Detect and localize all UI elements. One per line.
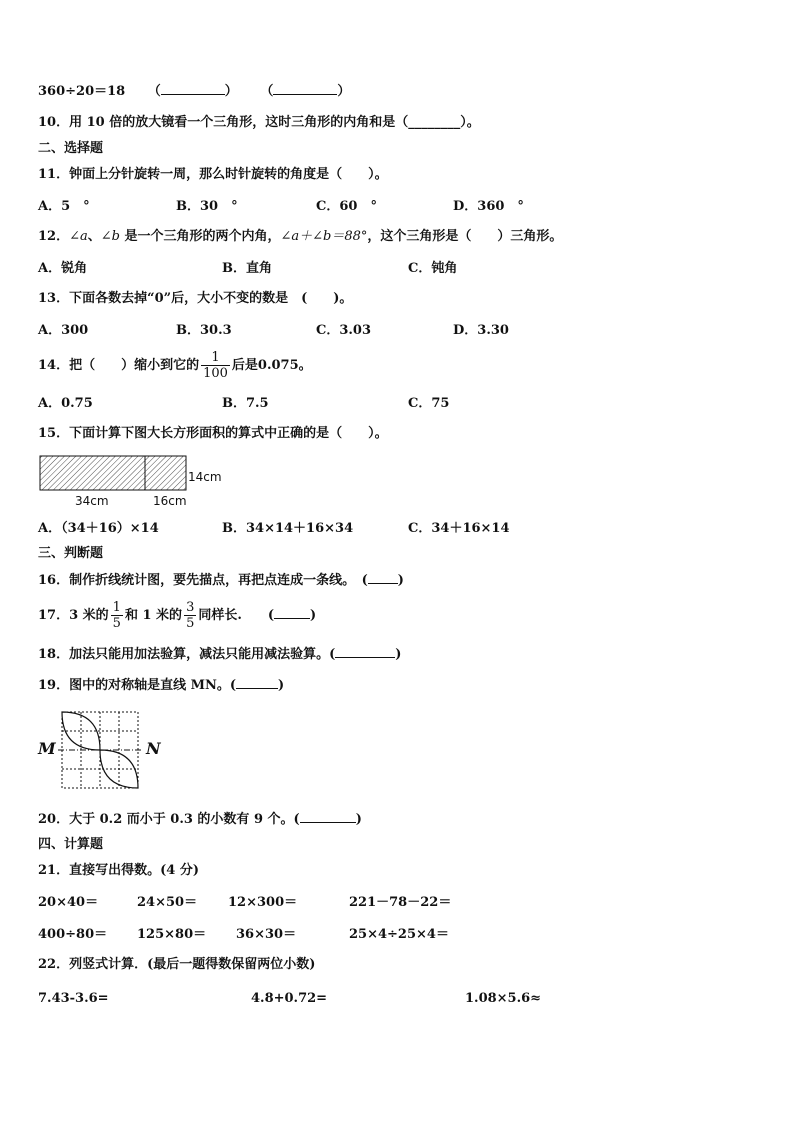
option-c[interactable]: C．60 ° [316,199,377,214]
option-b[interactable]: B．34×14＋16×34 [222,521,354,536]
fraction-1-100: $\frac{1}{100}$ [203,350,228,381]
question-14: 14．把（ ）缩小到它的 $\frac{1}{100}$ 后是0.075。 [38,350,312,381]
option-c[interactable]: C．75 [408,396,450,411]
calc-item: 12×300＝ [228,895,298,910]
answer-blank[interactable] [274,606,310,619]
label-n: N [146,739,161,758]
calc-item: 25×4÷25×4＝ [349,927,449,942]
option-a[interactable]: A．0.75 [38,396,93,411]
question-19: 19．图中的对称轴是直线 MN。( ) [38,678,285,693]
vertical-calc-item: 7.43-3.6= [38,991,109,1006]
option-b[interactable]: B．7.5 [222,396,269,411]
option-d[interactable]: D．3.30 [453,323,509,338]
calc-item: 400÷80＝ [38,927,108,942]
angle-sum: ∠a＋∠b＝88° [280,229,368,244]
option-b[interactable]: B．30.3 [176,323,232,338]
calc-item: 36×30＝ [236,927,297,942]
vertical-calc-item: 4.8+0.72= [251,991,328,1006]
question-18: 18．加法只能用加法验算，减法只能用减法验算。( ) [38,647,402,662]
answer-blank[interactable] [335,645,395,658]
section-heading-choice: 二、选择题 [38,141,104,156]
option-a[interactable]: A．（34＋16）×14 [38,521,159,536]
angle-b: ∠b [100,229,120,244]
section-heading-calc: 四、计算题 [38,837,104,852]
option-d[interactable]: D．360 ° [453,199,524,214]
calc-item: 20×40＝ [38,895,99,910]
section-heading-judge: 三、判断题 [38,546,104,561]
vertical-calc-item: 1.08×5.6≈ [465,991,542,1006]
question-11: 11．钟面上分针旋转一周，那么时针旋转的角度是（ ）。 [38,167,388,182]
answer-blank[interactable] [300,810,356,823]
option-a[interactable]: A．5 ° [38,199,90,214]
option-a[interactable]: A．300 [38,323,89,338]
answer-blank[interactable] [368,571,398,584]
option-c[interactable]: C．34＋16×14 [408,521,510,536]
q9-continuation: 360÷20＝18 （ ） （ ） [38,84,351,99]
angle-a: ∠a [69,229,88,244]
calc-item: 221－78－22＝ [349,895,452,910]
label-34cm: 34cm [75,494,109,508]
question-20: 20．大于 0.2 而小于 0.3 的小数有 9 个。( ) [38,812,362,827]
option-b[interactable]: B．直角 [222,261,272,276]
question-13: 13．下面各数去掉“0”后，大小不变的数是 ( )。 [38,291,353,306]
q9-expression: 360÷20＝18 [38,84,126,99]
option-b[interactable]: B．30 ° [176,199,238,214]
label-16cm: 16cm [153,494,187,508]
question-21: 21．直接写出得数。(4 分) [38,863,199,878]
calc-item: 125×80＝ [137,927,207,942]
option-c[interactable]: C．3.03 [316,323,372,338]
answer-blank[interactable] [236,676,278,689]
answer-blank[interactable] [161,82,225,95]
fraction-1-5: $\frac{1}{5}$ [112,600,121,631]
option-c[interactable]: C．钝角 [408,261,458,276]
question-15: 15．下面计算下图大长方形面积的算式中正确的是（ ）。 [38,426,388,441]
question-17: 17．3 米的 $\frac{1}{5}$ 和 1 米的 $\frac{3}{5}$ 同样长. ( ) [38,600,317,631]
option-a[interactable]: A．锐角 [38,261,88,276]
question-22: 22．列竖式计算．(最后一题得数保留两位小数) [38,957,316,972]
symmetry-grid-diagram [58,710,142,792]
answer-blank[interactable] [273,82,337,95]
fraction-3-5: $\frac{3}{5}$ [186,600,195,631]
question-10: 10．用 10 倍的放大镜看一个三角形，这时三角形的内角和是（________）。 [38,115,480,130]
label-14cm: 14cm [188,470,222,484]
label-m: M [38,739,56,758]
question-16: 16．制作折线统计图，要先描点，再把点连成一条线。 ( ) [38,573,404,588]
calc-item: 24×50＝ [137,895,198,910]
question-12: 12．∠a、∠b 是一个三角形的两个内角，∠a＋∠b＝88°，这个三角形是（ ）三角形。 [38,229,563,244]
